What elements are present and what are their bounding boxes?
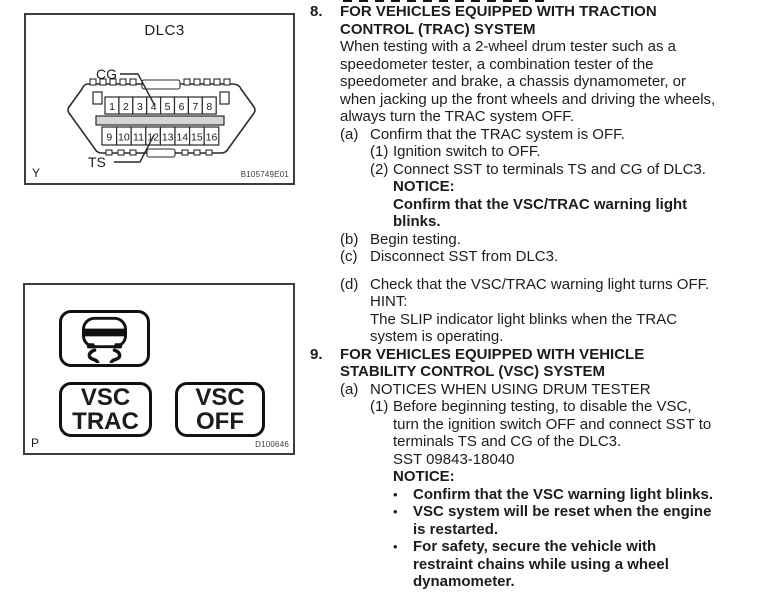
figure-code: B105749E01 (240, 170, 289, 179)
hint-block-8 (370, 293, 762, 346)
cg-terminal-label: CG (96, 66, 117, 82)
instruction-column (310, 3, 762, 591)
intro-line: when jacking up the front wheels and driving the wheels, (340, 90, 716, 108)
figure-warning-lights (23, 283, 295, 455)
step-8d (340, 276, 762, 294)
substep-line: turn the ignition switch OFF and connect SST to (393, 415, 712, 433)
section-title-line: FOR VEHICLES EQUIPPED WITH VEHICLE (340, 345, 645, 363)
step-marker: (c) (340, 248, 358, 265)
substep-text: Ignition switch to OFF. (393, 143, 541, 160)
svg-text:7: 7 (192, 101, 199, 113)
vsc-skid-car-icon (63, 314, 146, 363)
hint-label: HINT: (370, 293, 408, 310)
section-8-heading (310, 3, 762, 38)
intro-line: When testing with a 2-wheel drum tester such as a (340, 38, 676, 55)
section-9-heading (310, 346, 762, 381)
step-text: Disconnect SST from DLC3. (370, 248, 559, 265)
svg-text:3: 3 (136, 101, 143, 113)
step-8a-2 (370, 161, 762, 179)
hint-line: system is operating. (370, 328, 504, 345)
step-marker: (a) (340, 380, 359, 398)
notice-label: NOTICE: (393, 468, 455, 485)
substep-line: Before beginning testing, to disable the VSC, (393, 398, 692, 415)
vsc-trac-label-line1: VSC (80, 383, 131, 411)
step-9a (340, 381, 762, 399)
svg-text:13: 13 (161, 131, 174, 144)
bullet-text: For safety, secure the vehicle with (413, 538, 657, 555)
vsc-off-label-line2: OFF (196, 407, 244, 435)
slip-indicator-light (59, 310, 150, 367)
step-marker: (b) (340, 230, 359, 248)
substep-marker: (1) (370, 398, 389, 415)
vsc-off-warning-light (175, 382, 265, 437)
pin-row-1 (105, 97, 216, 114)
bullet-text: dynamometer. (413, 573, 515, 590)
vsc-off-label-line1: VSC (195, 383, 245, 411)
section-title-line: FOR VEHICLES EQUIPPED WITH TRACTION (340, 3, 657, 20)
notice-label: NOTICE: (393, 178, 455, 195)
section-number: 9. (310, 345, 323, 363)
svg-text:6: 6 (178, 101, 185, 113)
notice-block-8 (393, 178, 762, 231)
svg-text:4: 4 (150, 101, 157, 113)
notice-bullet-2 (393, 503, 713, 538)
figure-title: DLC3 (144, 22, 185, 39)
bullet-text: Confirm that the VSC warning light blinks. (413, 485, 714, 503)
substep-text: Connect SST to terminals TS and CG of DLC3. (393, 160, 706, 178)
substep-marker: (1) (370, 143, 389, 160)
notice-line: Confirm that the VSC/TRAC warning light (393, 195, 688, 213)
svg-text:14: 14 (176, 131, 189, 144)
notice-line: blinks. (393, 213, 441, 230)
ts-terminal-label: TS (88, 154, 106, 170)
pin-row-2-numbers (106, 132, 217, 144)
section-number: 8. (310, 3, 323, 20)
figure-corner-letter: P (31, 436, 40, 450)
sst-number: SST 09843-18040 (393, 450, 515, 468)
figure-corner-letter: Y (32, 166, 41, 180)
svg-text:10: 10 (118, 131, 130, 144)
svg-text:2: 2 (122, 101, 129, 113)
step-text: NOTICES WHEN USING DRUM TESTER (370, 380, 651, 398)
figure-code: D100646 (255, 440, 289, 449)
bullet-glyph: • (393, 539, 398, 554)
vsc-trac-warning-light (59, 382, 152, 437)
right-key-slot (220, 92, 229, 104)
hint-line: The SLIP indicator light blinks when the TRAC (370, 310, 678, 328)
svg-text:11: 11 (133, 131, 144, 144)
step-9a-1 (370, 398, 762, 591)
bullet-glyph: • (393, 486, 398, 502)
step-text: Begin testing. (370, 230, 461, 248)
step-marker: (d) (340, 275, 359, 293)
step-text: Confirm that the TRAC system is OFF. (370, 125, 625, 143)
bullet-text: VSC system will be reset when the engine (413, 503, 712, 520)
intro-line: speedometer and brake, a chassis dynamometer, or (340, 73, 687, 90)
step-text: Check that the VSC/TRAC warning light turns OFF. (370, 275, 710, 293)
svg-text:5: 5 (164, 101, 171, 113)
dlc3-connector-diagram (26, 15, 293, 183)
step-8a (340, 126, 762, 144)
notice-bullet-3 (393, 538, 713, 591)
section-title-line: STABILITY CONTROL (VSC) SYSTEM (340, 363, 606, 380)
bullet-glyph: • (393, 504, 398, 519)
cropped-line-remnant (343, 0, 548, 2)
bullet-text: restraint chains while using a wheel (413, 555, 669, 573)
step-8c (340, 248, 762, 266)
svg-text:12: 12 (147, 131, 159, 144)
bottom-edge-teeth (106, 149, 212, 157)
left-key-slot (93, 92, 102, 104)
vsc-trac-label-line2: TRAC (72, 407, 139, 435)
svg-text:9: 9 (106, 131, 113, 144)
section-title-line: CONTROL (TRAC) SYSTEM (340, 20, 536, 38)
step-8b (340, 231, 762, 249)
svg-text:8: 8 (206, 101, 213, 113)
bullet-text: is restarted. (413, 520, 499, 538)
intro-line: speedometer tester, a combination tester of the (340, 55, 654, 73)
substep-line: terminals TS and CG of the DLC3. (393, 433, 622, 450)
step-8a-1 (370, 143, 762, 161)
notice-bullet-1 (393, 486, 713, 504)
connector-middle-rib (96, 116, 224, 125)
substep-marker: (2) (370, 160, 389, 178)
intro-line: always turn the TRAC system OFF. (340, 108, 574, 125)
step-marker: (a) (340, 125, 359, 143)
svg-text:1: 1 (109, 101, 115, 113)
figure-dlc3-connector (24, 13, 295, 185)
section-8-intro (340, 38, 762, 126)
svg-text:15: 15 (191, 131, 203, 144)
svg-text:16: 16 (205, 131, 218, 144)
